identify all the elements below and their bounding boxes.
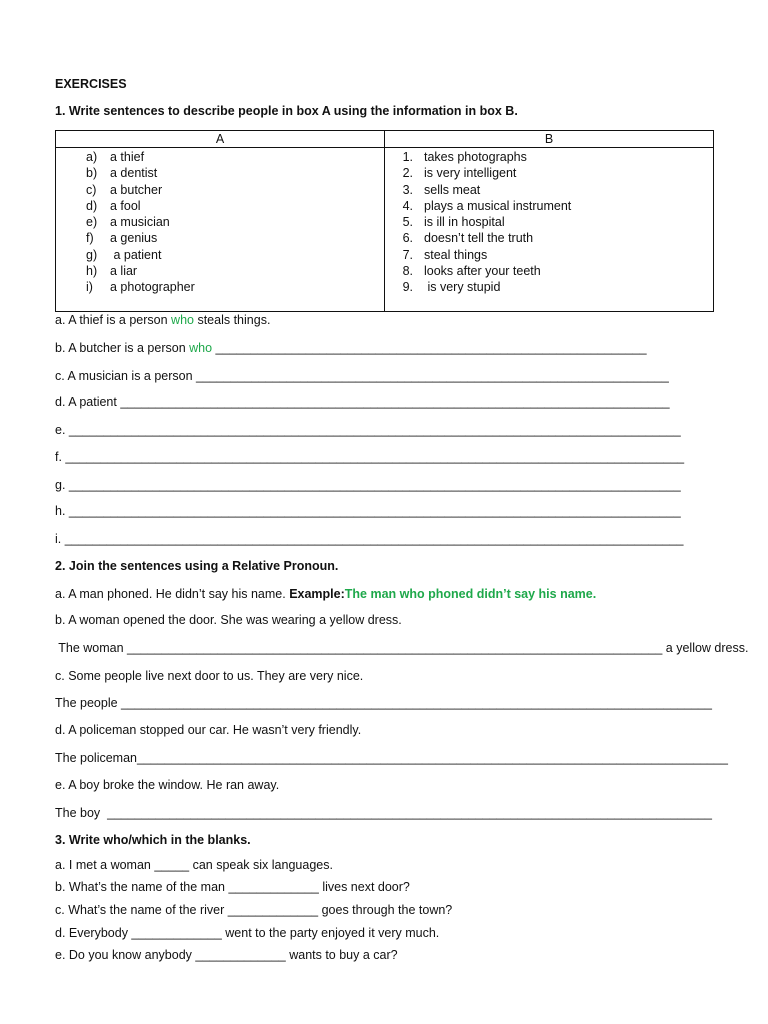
list-item: 1. takes photographs xyxy=(402,150,527,164)
list-item: 4. plays a musical instrument xyxy=(402,198,572,213)
ex2-answer-d[interactable]: The policeman_____________________________________________________________________________________ xyxy=(55,751,728,765)
list-item: a) a thief xyxy=(86,150,145,164)
ex2-item-e: e. A boy broke the window. He ran away. xyxy=(55,778,280,792)
exercise-2-title: 2. Join the sentences using a Relative Pronoun. xyxy=(55,559,339,573)
exercise-3-title: 3. Write who/which in the blanks. xyxy=(55,833,251,847)
ex1-answer-e[interactable]: e. ________________________________________________________________________________________ xyxy=(55,423,681,437)
list-item: 8. looks after your teeth xyxy=(402,264,541,279)
list-item: b) a dentist xyxy=(86,166,158,181)
exercise-1-title: 1. Write sentences to describe people in box A using the information in box B. xyxy=(55,104,518,118)
list-item: d) a fool xyxy=(86,198,141,213)
list-item: 2. is very intelligent xyxy=(402,166,517,181)
ex1-answer-g[interactable]: g. ________________________________________________________________________________________ xyxy=(55,478,681,492)
ex2-item-d: d. A policeman stopped our car. He wasn’t very friendly. xyxy=(55,723,362,737)
list-item: e) a musician xyxy=(86,215,170,230)
list-item: 5. is ill in hospital xyxy=(402,215,505,230)
column-b-header: B xyxy=(385,131,714,148)
page-heading: EXERCISES xyxy=(55,77,127,91)
list-item: f) a genius xyxy=(86,231,158,246)
ex1-answer-h[interactable]: h. ________________________________________________________________________________________ xyxy=(55,504,681,518)
ex3-item-c[interactable]: c. What’s the name of the river _____________ goes through the town? xyxy=(55,903,453,917)
ex3-item-b[interactable]: b. What’s the name of the man _____________ lives next door? xyxy=(55,880,410,894)
list-item: 6. doesn’t tell the truth xyxy=(402,231,534,246)
ex1-answer-a: a. A thief is a person who steals things. xyxy=(55,313,271,327)
ex1-answer-f[interactable]: f. _________________________________________________________________________________________ xyxy=(55,450,685,464)
ex1-answer-b[interactable]: b. A butcher is a person who ______________________________________________________________ xyxy=(55,341,647,355)
list-item: i) a photographer xyxy=(86,280,195,295)
ex2-answer-e[interactable]: The boy _______________________________________________________________________________________ xyxy=(55,806,712,820)
ex1-answer-i[interactable]: i. _________________________________________________________________________________________ xyxy=(55,532,684,546)
ex2-item-b: b. A woman opened the door. She was wearing a yellow dress. xyxy=(55,613,402,627)
ex1-answer-d[interactable]: d. A patient _______________________________________________________________________________ xyxy=(55,395,670,409)
ex3-item-a[interactable]: a. I met a woman _____ can speak six languages. xyxy=(55,858,333,872)
ex2-item-a: a. A man phoned. He didn’t say his name. Example:The man who phoned didn’t say his name. xyxy=(55,587,597,601)
list-item: 9. is very stupid xyxy=(402,280,501,295)
ex2-answer-b[interactable]: The woman _____________________________________________________________________________ a yellow dress. xyxy=(55,641,749,655)
list-item: c) a butcher xyxy=(86,182,163,197)
ex1-answer-c[interactable]: c. A musician is a person ____________________________________________________________________ xyxy=(55,369,669,383)
ex2-item-c: c. Some people live next door to us. They are very nice. xyxy=(55,669,364,683)
column-b-cell xyxy=(385,148,714,312)
list-item: g) a patient xyxy=(86,247,162,262)
column-a-header: A xyxy=(56,131,385,148)
ex3-item-e[interactable]: e. Do you know anybody _____________ wants to buy a car? xyxy=(55,948,398,962)
list-item: h) a liar xyxy=(86,264,138,279)
ex3-item-d[interactable]: d. Everybody _____________ went to the party enjoyed it very much. xyxy=(55,926,440,940)
matching-table xyxy=(55,130,714,312)
column-a-cell xyxy=(56,148,385,312)
list-item: 3. sells meat xyxy=(402,182,481,197)
list-item: 7. steal things xyxy=(402,247,488,262)
ex2-answer-c[interactable]: The people _____________________________________________________________________________________ xyxy=(55,696,712,710)
